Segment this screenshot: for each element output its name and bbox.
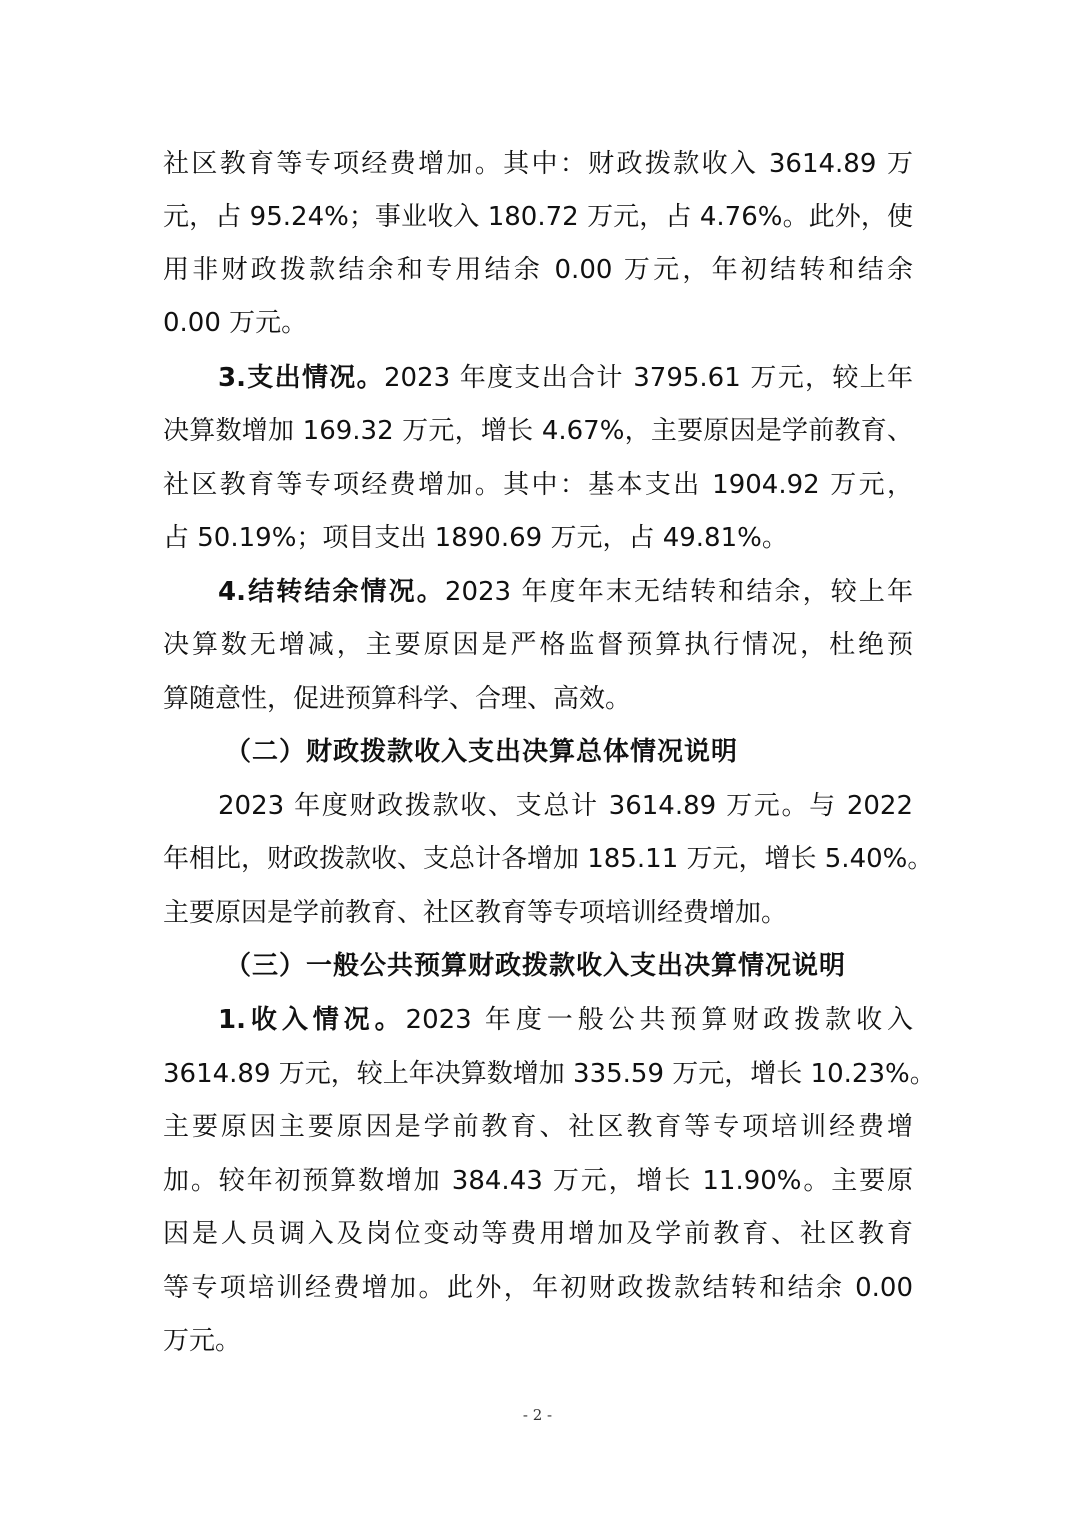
- text-line: 等专项培训经费增加。此外，年初财政拨款结转和结余 0.00: [163, 1273, 913, 1303]
- text-line: 万元。: [163, 1326, 242, 1356]
- text-line: 0.00 万元。: [163, 308, 308, 338]
- text-line: 主要原因主要原因是学前教育、社区教育等专项培训经费增: [163, 1112, 913, 1142]
- page-number: - 2 -: [522, 1406, 553, 1424]
- carryover-lead: 4.结转结余情况。: [218, 577, 445, 607]
- text-line: 加。较年初预算数增加 384.43 万元，增长 11.90%。主要原: [163, 1166, 913, 1196]
- text-line: 算随意性，促进预算科学、合理、高效。: [163, 684, 632, 714]
- text-run: 2023 年度支出合计 3795.61 万元，较上年: [383, 363, 913, 393]
- text-line: 社区教育等专项经费增加。其中：基本支出 1904.92 万元，: [163, 470, 913, 500]
- text-line: 年相比，财政拨款收、支总计各增加 185.11 万元，增长 5.40%。: [163, 844, 934, 874]
- carryover-item-first-line: [218, 572, 913, 612]
- text-line: 占 50.19%；项目支出 1890.69 万元，占 49.81%。: [163, 523, 788, 553]
- text-line: 主要原因是学前教育、社区教育等专项培训经费增加。: [163, 898, 788, 928]
- income-lead: 1.收入情况。: [218, 1005, 406, 1035]
- text-line: 3614.89 万元，较上年决算数增加 335.59 万元，增长 10.23%。: [163, 1059, 936, 1089]
- expenditure-lead: 3.支出情况。: [218, 363, 384, 393]
- text-line: 元，占 95.24%；事业收入 180.72 万元，占 4.76%。此外，使: [163, 202, 913, 232]
- text-line: 用非财政拨款结余和专用结余 0.00 万元，年初结转和结余: [163, 255, 913, 285]
- expenditure-item-first-line: [218, 358, 913, 398]
- section-heading-3: （三）一般公共预算财政拨款收入支出决算情况说明: [225, 951, 847, 981]
- text-line: 因是人员调入及岗位变动等费用增加及学前教育、社区教育: [163, 1219, 913, 1249]
- text-line: 2023 年度财政拨款收、支总计 3614.89 万元。与 2022: [218, 791, 913, 821]
- text-run: 2023 年度一般公共预算财政拨款收入: [405, 1005, 913, 1035]
- text-line: 决算数增加 169.32 万元，增长 4.67%，主要原因是学前教育、: [163, 416, 913, 446]
- text-line: 社区教育等专项经费增加。其中：财政拨款收入 3614.89 万: [163, 149, 913, 179]
- text-run: 2023 年度年末无结转和结余，较上年: [444, 577, 914, 607]
- text-line: 决算数无增减，主要原因是严格监督预算执行情况，杜绝预: [163, 630, 913, 660]
- income-item-first-line: [218, 1000, 913, 1040]
- section-heading-2: （二）财政拨款收入支出决算总体情况说明: [225, 737, 739, 767]
